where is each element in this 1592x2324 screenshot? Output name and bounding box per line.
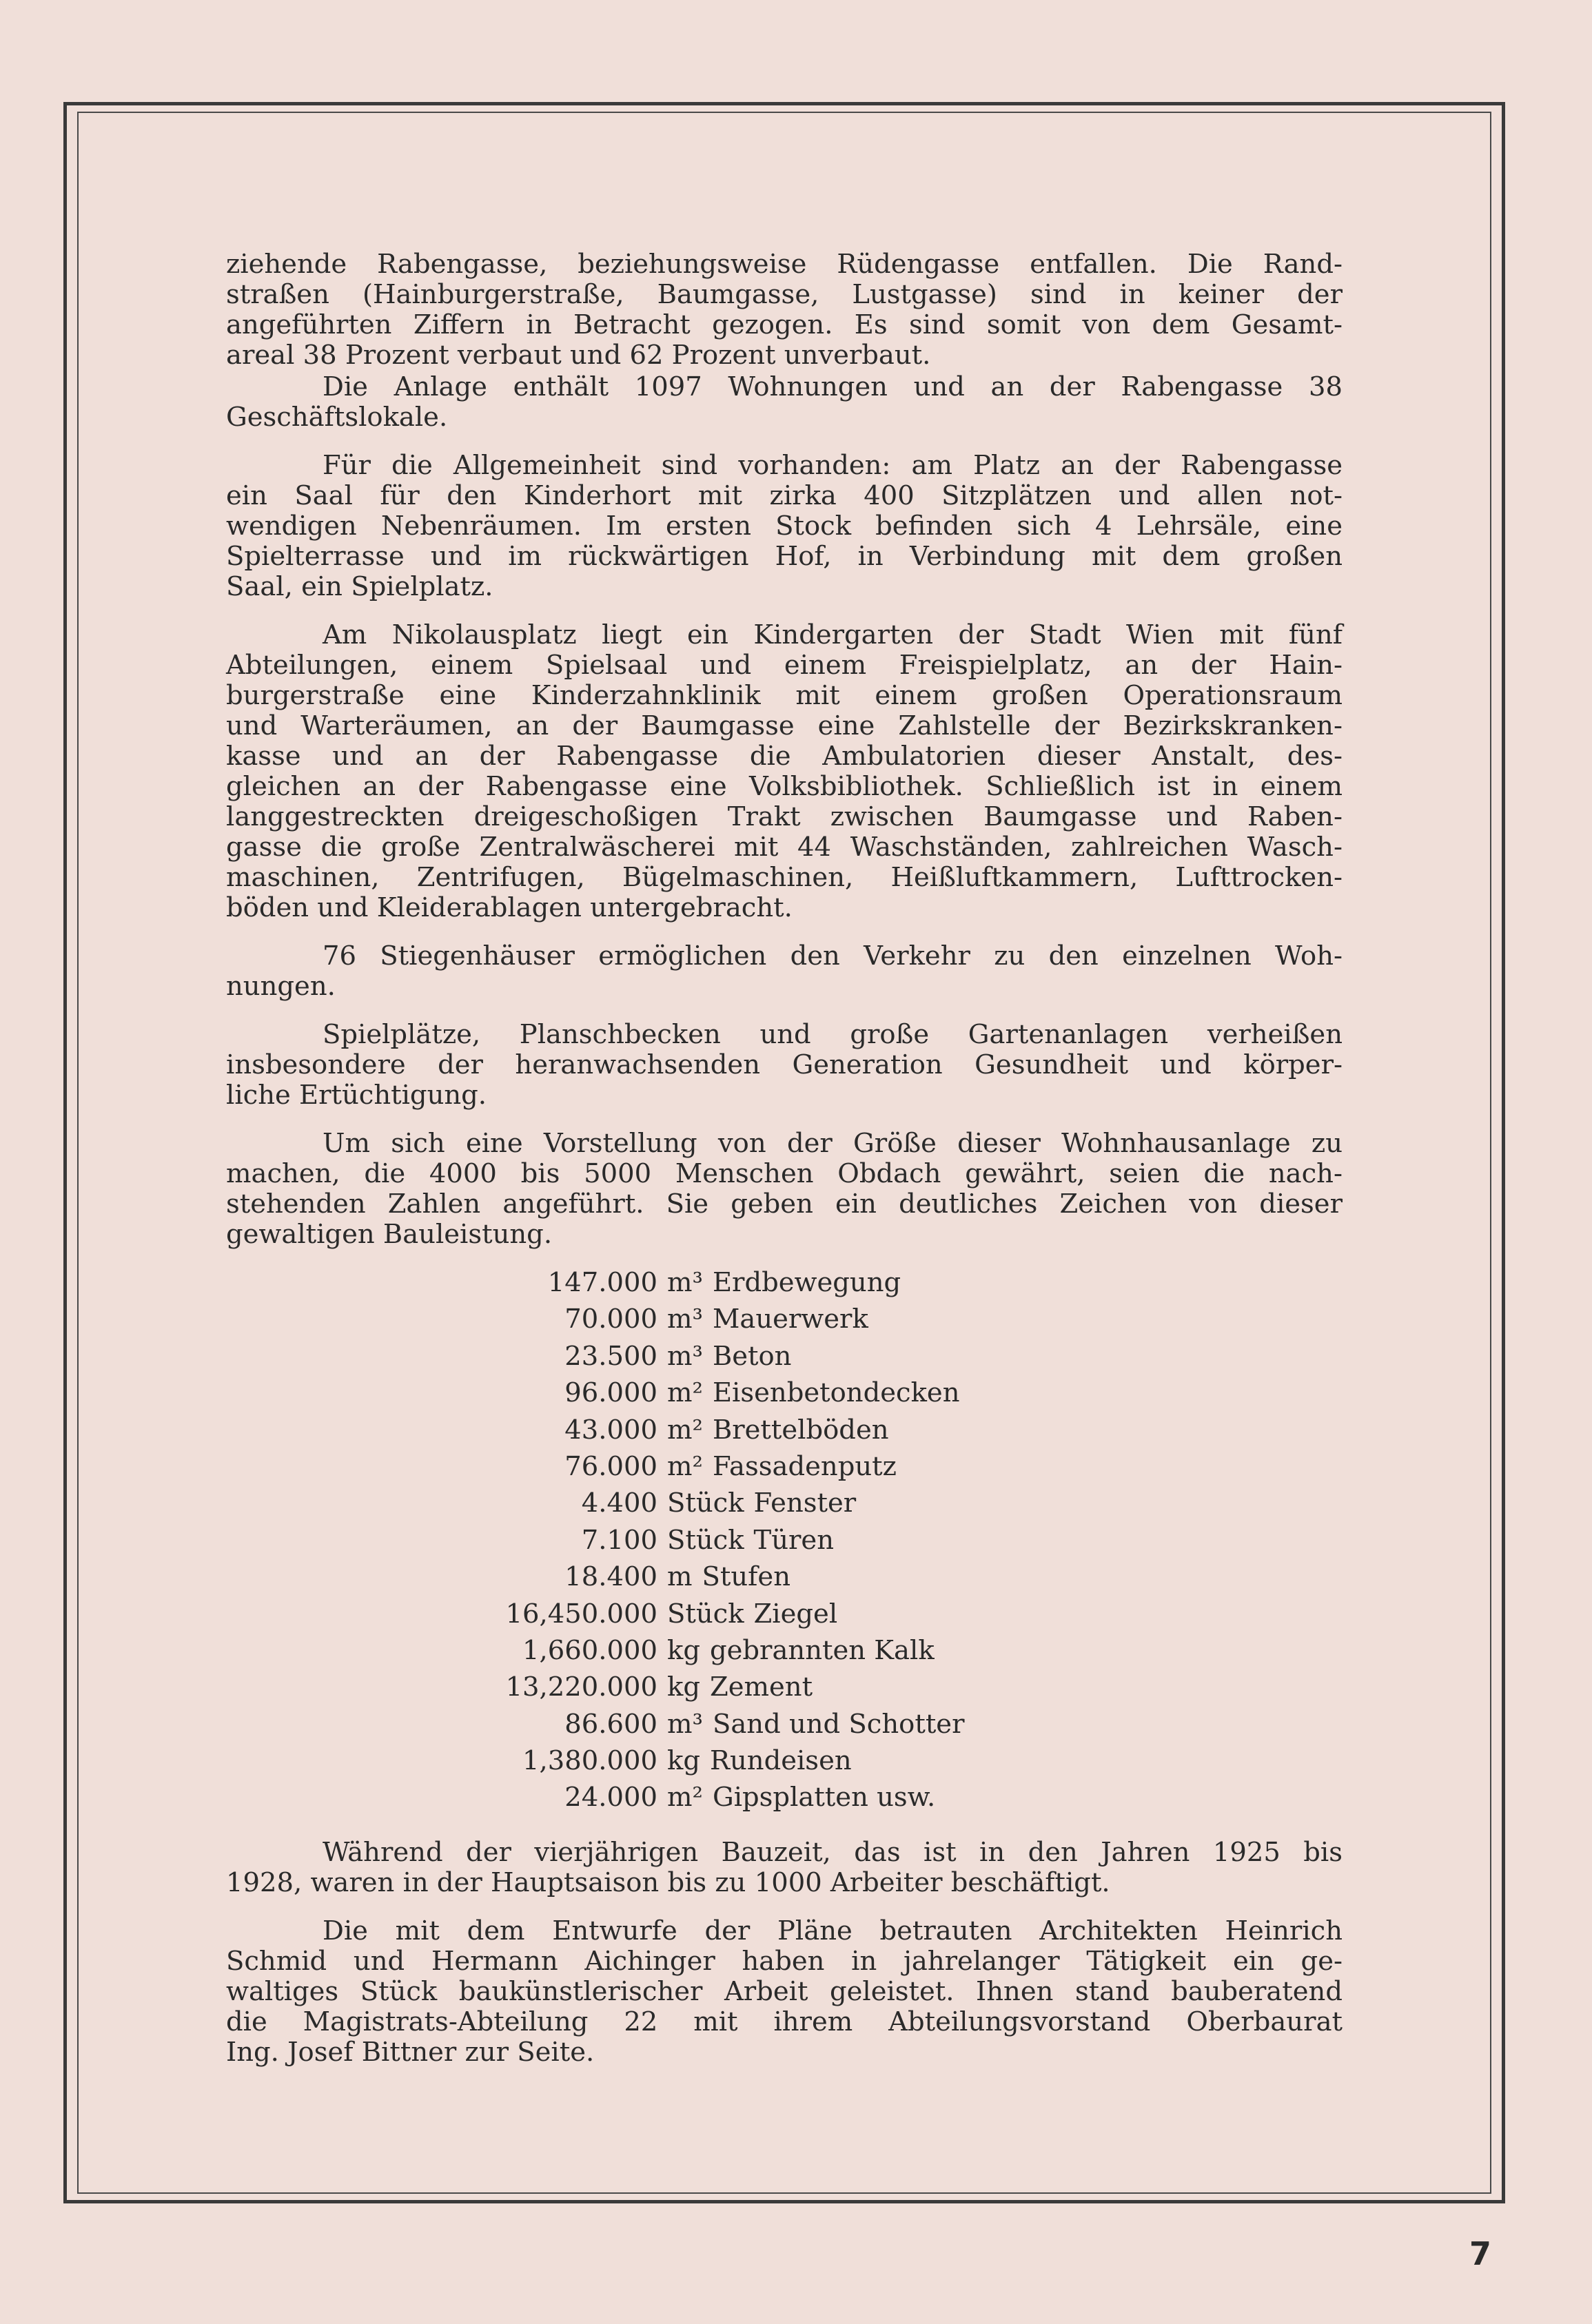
stat-row — [226, 1268, 1343, 1304]
stat-item: Fassadenputz — [712, 1450, 897, 1482]
stat-unit: m³ — [667, 1267, 703, 1298]
stat-quantity: 96.000 — [564, 1377, 657, 1409]
text-line: 76 Stiegenhäuser ermöglichen den Verkehr zu den einzelnen Woh- — [323, 940, 1343, 971]
paragraph — [226, 1129, 1343, 1250]
text-line: wendigen Nebenräumen. Im ersten Stock befinden sich 4 Lehrsäle, eine — [226, 511, 1343, 542]
stat-unit: Stück — [667, 1488, 744, 1519]
paragraph — [226, 620, 1343, 923]
paragraph — [226, 1916, 1343, 2068]
stat-item: Beton — [712, 1340, 792, 1372]
stat-row — [226, 1562, 1343, 1598]
text-line: 1928, waren in der Hauptsaison bis zu 1000 Arbeiter beschäftigt. — [226, 1867, 1110, 1898]
paragraph — [226, 451, 1343, 602]
paragraph — [226, 372, 1343, 433]
page-number: 7 — [1469, 2235, 1492, 2272]
text-line: Geschäftslokale. — [226, 402, 448, 433]
stat-quantity: 1,380.000 — [522, 1745, 657, 1777]
stat-item: Zement — [709, 1672, 813, 1703]
text-line: Um sich eine Vorstellung von der Größe dieser Wohnhausanlage zu — [323, 1128, 1343, 1159]
paragraph — [226, 1838, 1343, 1898]
text-line: insbesondere der heranwachsenden Generation Gesundheit und körper- — [226, 1049, 1343, 1080]
stat-row — [226, 1636, 1343, 1672]
text-line: Spielterrasse und im rückwärtigen Hof, in Verbindung mit dem großen — [226, 541, 1343, 572]
text-line: waltiges Stück baukünstlerischer Arbeit geleistet. Ihnen stand bauberatend — [226, 1975, 1343, 2007]
text-line: machen, die 4000 bis 5000 Menschen Obdach gewährt, seien die nach- — [226, 1158, 1343, 1189]
stat-row — [226, 1304, 1343, 1341]
stat-unit: kg — [667, 1634, 700, 1666]
stat-item: Brettelböden — [712, 1414, 889, 1446]
text-line: ziehende Rabengasse, beziehungsweise Rüdengasse entfallen. Die Rand- — [226, 249, 1343, 280]
text-line: gasse die große Zentralwäscherei mit 44 Waschständen, zahlreichen Wasch- — [226, 832, 1343, 863]
stat-quantity: 7.100 — [581, 1524, 657, 1556]
stat-unit: m² — [667, 1450, 703, 1482]
text-line: und Warteräumen, an der Baumgasse eine Zahlstelle der Bezirkskranken- — [226, 710, 1343, 741]
stat-item: Stufen — [702, 1561, 790, 1593]
stat-item: Rundeisen — [709, 1745, 852, 1777]
paragraph — [226, 249, 1343, 371]
stat-row — [226, 1599, 1343, 1636]
text-line: Die Anlage enthält 1097 Wohnungen und an der Rabengasse 38 — [323, 371, 1343, 402]
stat-item: Eisenbetondecken — [712, 1377, 960, 1409]
text-line: kasse und an der Rabengasse die Ambulatorien dieser Anstalt, des- — [226, 741, 1343, 772]
stat-item: Erdbewegung — [712, 1267, 901, 1298]
text-line: langgestreckten dreigeschoßigen Trakt zwischen Baumgasse und Raben- — [226, 801, 1343, 832]
stat-quantity: 16,450.000 — [505, 1598, 657, 1629]
stat-row — [226, 1746, 1343, 1782]
stat-row — [226, 1452, 1343, 1488]
stat-unit: kg — [667, 1745, 700, 1777]
construction-statistics-list — [226, 1268, 1343, 1820]
text-line: burgerstraße eine Kinderzahnklinik mit einem großen Operationsraum — [226, 680, 1343, 711]
stat-row — [226, 1415, 1343, 1452]
text-line: nungen. — [226, 971, 336, 1002]
stat-unit: Stück — [667, 1524, 744, 1556]
stat-item: Mauerwerk — [712, 1304, 868, 1335]
text-line: gewaltigen Bauleistung. — [226, 1219, 553, 1250]
stat-item: Ziegel — [753, 1598, 838, 1629]
stat-item: Gipsplatten usw. — [712, 1782, 936, 1813]
text-line: Saal, ein Spielplatz. — [226, 571, 493, 602]
text-line: Die mit dem Entwurfe der Pläne betrauten Architekten Heinrich — [323, 1915, 1343, 1946]
stat-quantity: 86.600 — [564, 1708, 657, 1740]
stat-quantity: 24.000 — [564, 1782, 657, 1813]
paragraph — [226, 1020, 1343, 1111]
text-line: Ing. Josef Bittner zur Seite. — [226, 2036, 595, 2068]
text-line: Für die Allgemeinheit sind vorhanden: am Platz an der Rabengasse — [323, 450, 1343, 481]
stat-row — [226, 1525, 1343, 1562]
stat-row — [226, 1709, 1343, 1746]
stat-quantity: 43.000 — [564, 1414, 657, 1446]
stat-quantity: 1,660.000 — [522, 1634, 657, 1666]
stat-unit: m³ — [667, 1340, 703, 1372]
stat-row — [226, 1782, 1343, 1819]
text-line: gleichen an der Rabengasse eine Volksbibliothek. Schließlich ist in einem — [226, 771, 1343, 802]
stat-quantity: 147.000 — [547, 1267, 657, 1298]
text-line: Abteilungen, einem Spielsaal und einem Freispielplatz, an der Hain- — [226, 650, 1343, 681]
stat-unit: m³ — [667, 1304, 703, 1335]
text-line: Am Nikolausplatz liegt ein Kindergarten der Stadt Wien mit fünf — [323, 619, 1343, 650]
text-line: maschinen, Zentrifugen, Bügelmaschinen, Heißluftkammern, Lufttrocken- — [226, 862, 1343, 893]
stat-unit: m² — [667, 1782, 703, 1813]
stat-row — [226, 1378, 1343, 1415]
text-line: angeführten Ziffern in Betracht gezogen. Es sind somit von dem Gesamt- — [226, 309, 1343, 340]
stat-row — [226, 1672, 1343, 1709]
text-line: Während der vierjährigen Bauzeit, das ist in den Jahren 1925 bis — [323, 1836, 1343, 1868]
stat-quantity: 4.400 — [581, 1488, 657, 1519]
stat-item: Türen — [753, 1524, 835, 1556]
stat-unit: m² — [667, 1414, 703, 1446]
stat-row — [226, 1488, 1343, 1525]
text-line: areal 38 Prozent verbaut und 62 Prozent unverbaut. — [226, 340, 931, 371]
text-line: böden und Kleiderablagen untergebracht. — [226, 892, 793, 923]
stat-unit: kg — [667, 1672, 700, 1703]
stat-quantity: 70.000 — [564, 1304, 657, 1335]
stat-unit: m — [667, 1561, 693, 1593]
text-line: straßen (Hainburgerstraße, Baumgasse, Lustgasse) sind in keiner der — [226, 279, 1343, 310]
paragraph — [226, 941, 1343, 1002]
text-line: liche Ertüchtigung. — [226, 1080, 487, 1111]
stat-item: Fenster — [753, 1488, 857, 1519]
stat-item: gebrannten Kalk — [709, 1634, 935, 1666]
stat-unit: Stück — [667, 1598, 744, 1629]
stat-quantity: 18.400 — [564, 1561, 657, 1593]
text-line: stehenden Zahlen angeführt. Sie geben ein deutliches Zeichen von dieser — [226, 1189, 1343, 1220]
stat-item: Sand und Schotter — [712, 1708, 965, 1740]
stat-unit: m² — [667, 1377, 703, 1409]
text-line: Spielplätze, Planschbecken und große Gartenanlagen verheißen — [323, 1019, 1343, 1050]
stat-row — [226, 1341, 1343, 1378]
text-line: ein Saal für den Kinderhort mit zirka 400 Sitzplätzen und allen not- — [226, 480, 1343, 511]
stat-quantity: 23.500 — [564, 1340, 657, 1372]
text-line: Schmid und Hermann Aichinger haben in jahrelanger Tätigkeit ein ge- — [226, 1945, 1343, 1977]
text-line: die Magistrats-Abteilung 22 mit ihrem Abteilungsvorstand Oberbaurat — [226, 2006, 1343, 2037]
stat-quantity: 76.000 — [564, 1450, 657, 1482]
stat-quantity: 13,220.000 — [505, 1672, 657, 1703]
stat-unit: m³ — [667, 1708, 703, 1740]
page-content — [226, 249, 1343, 2086]
